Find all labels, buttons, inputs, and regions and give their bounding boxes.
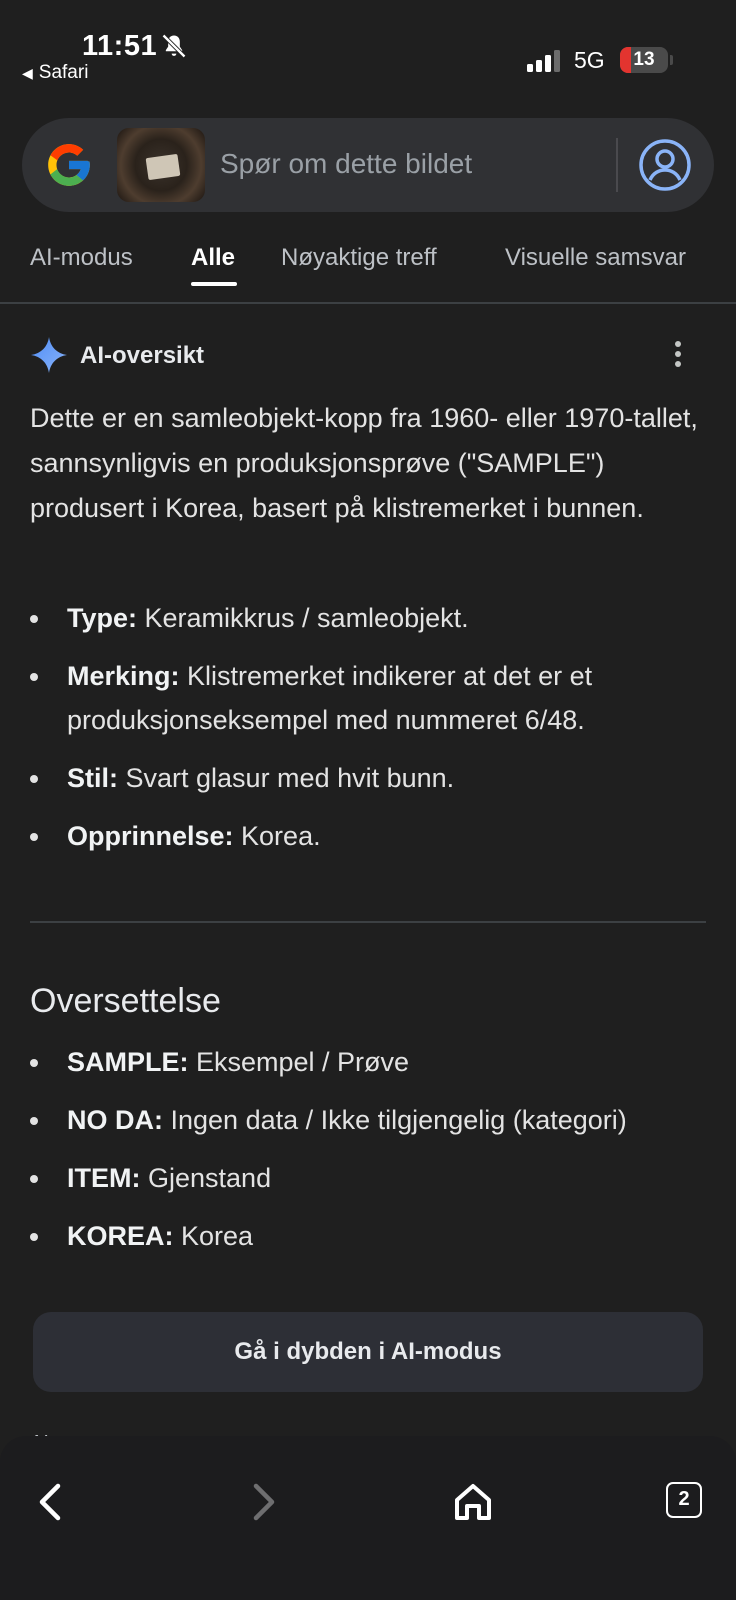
search-tabs xyxy=(0,232,736,304)
list-item: Merking: Klistremerket indikerer at det er et produksjonseksempel med nummeret 6/48. xyxy=(30,654,710,742)
list-item: Stil: Svart glasur med hvit bunn. xyxy=(30,756,710,800)
forward-arrow-icon[interactable] xyxy=(234,1474,290,1530)
search-divider xyxy=(616,138,618,192)
network-type: 5G xyxy=(574,47,605,73)
tab-visual-matches[interactable]: Visuelle samsvar xyxy=(505,244,686,271)
image-thumbnail[interactable] xyxy=(117,128,205,202)
back-app-label: Safari xyxy=(38,62,89,83)
more-options-icon[interactable] xyxy=(670,338,686,372)
bell-slash-icon xyxy=(160,32,188,60)
ai-overview-header xyxy=(30,336,710,376)
ai-overview-summary: Dette er en samleobjekt-kopp fra 1960- eller 1970-tallet, sannsynligvis en produksjonsprøve ("SAMPLE") produsert i Korea, basert på klistremerket i bunnen. xyxy=(30,403,698,523)
battery-icon xyxy=(620,47,668,73)
active-tab-indicator xyxy=(191,282,237,286)
translation-heading: Oversettelse xyxy=(30,982,221,1020)
back-arrow-icon[interactable] xyxy=(24,1474,80,1530)
clock: 11:51 xyxy=(82,30,158,62)
list-item: Type: Keramikkrus / samleobjekt. xyxy=(30,596,710,640)
section-divider xyxy=(30,921,706,923)
list-item: Opprinnelse: Korea. xyxy=(30,814,710,858)
google-logo-icon[interactable] xyxy=(44,140,94,190)
browser-toolbar xyxy=(0,1436,736,1600)
ai-overview-list xyxy=(30,596,710,872)
tab-exact-matches[interactable]: Nøyaktige treff xyxy=(281,244,437,271)
list-item: ITEM: Gjenstand xyxy=(30,1156,710,1200)
list-item: KOREA: Korea xyxy=(30,1214,710,1258)
sticker-in-thumbnail xyxy=(146,154,181,180)
back-to-app-link[interactable] xyxy=(22,62,88,84)
tab-ai-mode[interactable]: AI-modus xyxy=(30,244,133,271)
account-icon[interactable] xyxy=(638,138,692,192)
translation-list xyxy=(30,1040,710,1272)
back-triangle-icon: ◀ xyxy=(22,65,33,81)
search-bar[interactable] xyxy=(22,118,714,212)
deep-dive-ai-mode-button[interactable]: Gå i dybden i AI-modus xyxy=(33,1312,703,1392)
tab-all[interactable]: Alle xyxy=(191,244,236,271)
ai-overview-title: AI-oversikt xyxy=(80,342,205,369)
battery-tip xyxy=(670,55,673,65)
cellular-signal-icon xyxy=(527,50,563,72)
status-bar xyxy=(0,0,736,100)
gemini-sparkle-icon xyxy=(30,336,68,374)
home-icon[interactable] xyxy=(445,1474,501,1530)
search-input[interactable]: Spør om dette bildet xyxy=(220,148,473,179)
tabs-icon[interactable]: 2 xyxy=(666,1482,702,1518)
list-item: SAMPLE: Eksempel / Prøve xyxy=(30,1040,710,1084)
list-item: NO DA: Ingen data / Ikke tilgjengelig (kategori) xyxy=(30,1098,710,1142)
battery-percent: 13 xyxy=(633,49,655,70)
